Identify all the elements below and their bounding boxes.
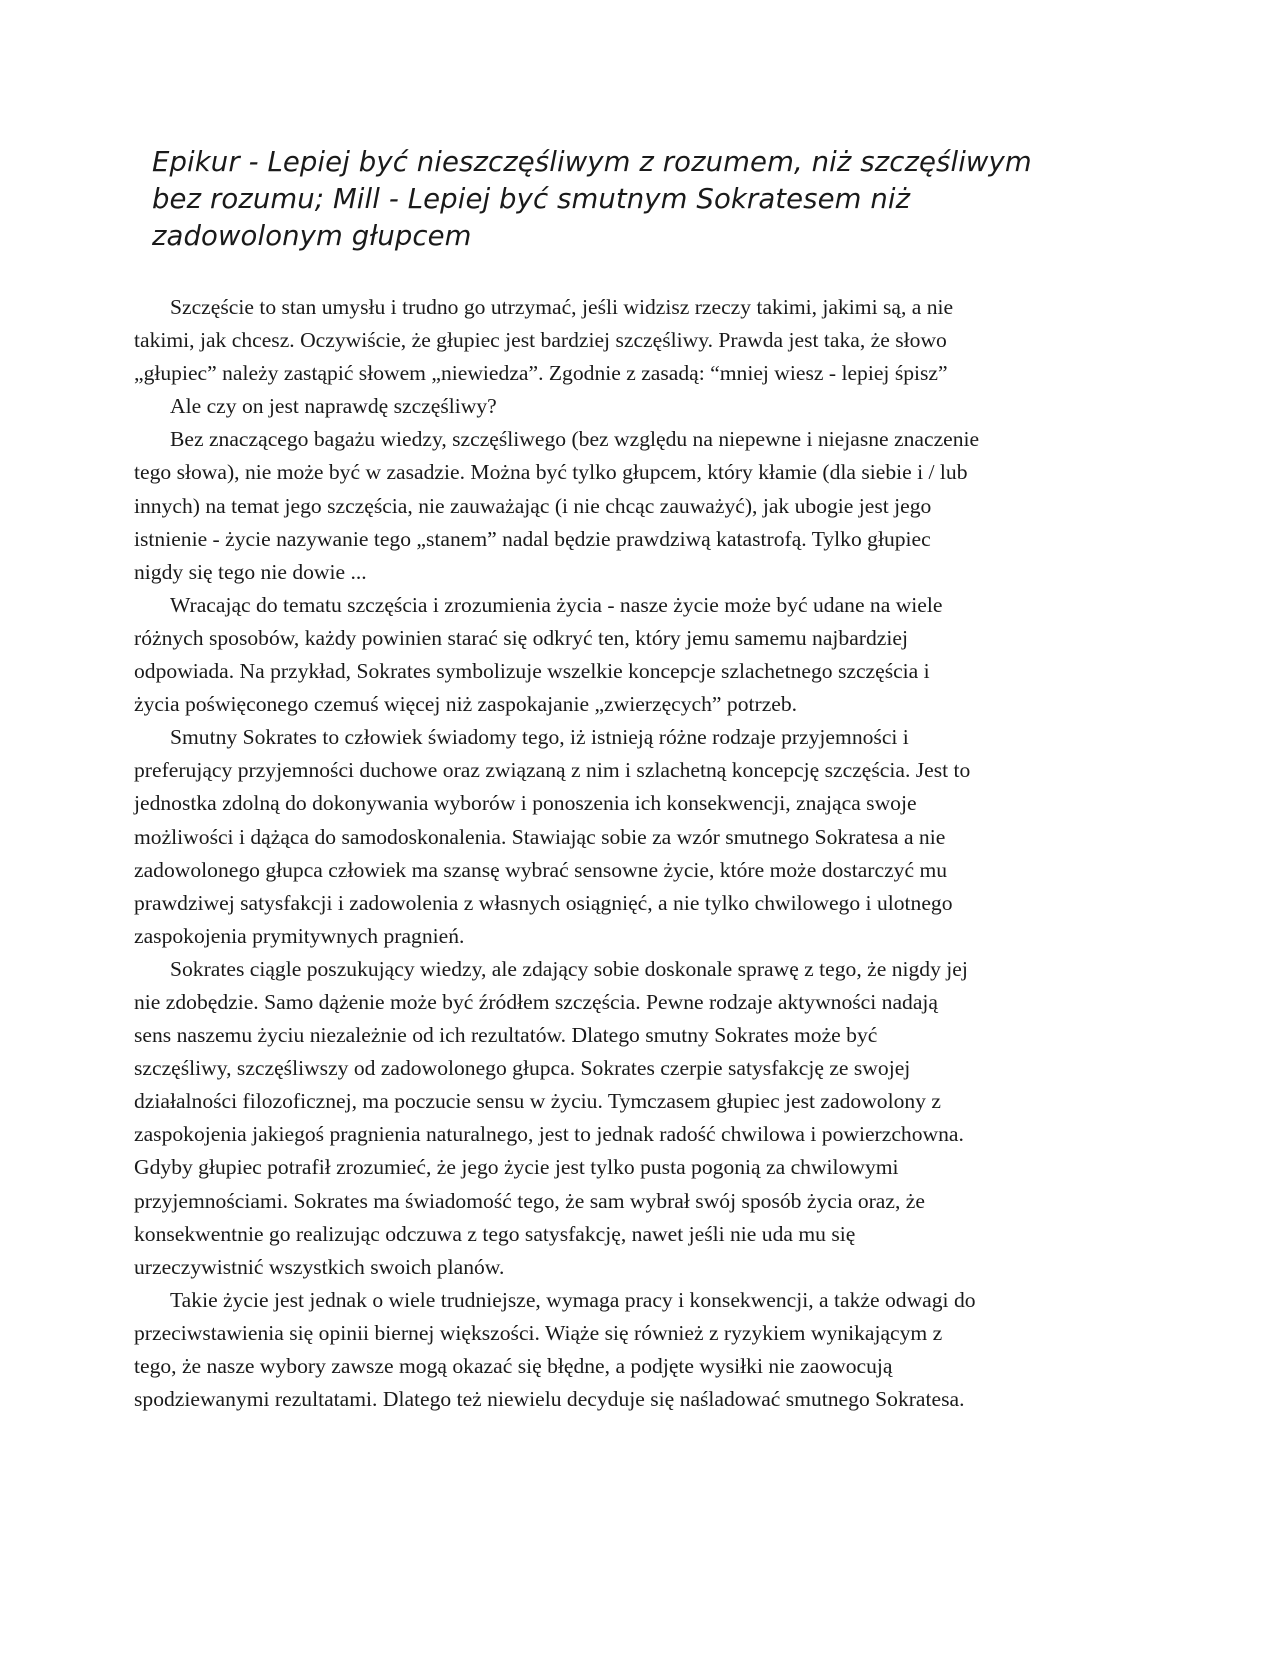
paragraph-line: przyjemnościami. Sokrates ma świadomość tego, że sam wybrał swój sposób życia oraz, że — [134, 1188, 925, 1213]
paragraph-line: różnych sposobów, każdy powinien starać się odkryć ten, który jemu samemu najbardziej — [134, 625, 908, 650]
document-title — [152, 144, 1142, 255]
paragraph-line: tego, że nasze wybory zawsze mogą okazać się błędne, a podjęte wysiłki nie zaowocują — [134, 1354, 893, 1378]
paragraph-line: Ale czy on jest naprawdę szczęśliwy? — [170, 394, 497, 419]
paragraph-line: innych) na temat jego szczęścia, nie zauważając (i nie chcąc zauważyć), jak ubogie jest jego — [134, 493, 932, 518]
paragraph-line: istnienie - życie nazywanie tego „stanem” nadal będzie prawdziwą katastrofą. Tylko głupiec — [134, 526, 931, 551]
paragraph-line: takimi, jak chcesz. Oczywiście, że głupiec jest bardziej szczęśliwy. Prawda jest taka, że słowo — [134, 328, 947, 353]
title-line: Epikur - Lepiej być nieszczęśliwym z rozumem, niż szczęśliwym — [152, 146, 1032, 178]
paragraph-line: Smutny Sokrates to człowiek świadomy tego, iż istnieją różne rodzaje przyjemności i — [170, 725, 909, 750]
paragraph-line: zaspokojenia jakiegoś pragnienia naturalnego, jest to jednak radość chwilowa i powierzchowna. — [134, 1122, 964, 1147]
paragraph-line: jednostka zdolną do dokonywania wyborów i ponoszenia ich konsekwencji, znająca swoje — [134, 791, 917, 816]
paragraph-line: odpowiada. Na przykład, Sokrates symbolizuje wszelkie koncepcje szlachetnego szczęścia i — [134, 659, 930, 684]
paragraph-line: prawdziwej satysfakcji i zadowolenia z własnych osiągnięć, a nie tylko chwilowego i ulotnego — [134, 890, 953, 915]
paragraph-line: możliwości i dążąca do samodoskonalenia. Stawiając sobie za wzór smutnego Sokratesa a nie — [134, 824, 946, 849]
paragraph-line: „głupiec” należy zastąpić słowem „niewiedza”. Zgodnie z zasadą: “mniej wiesz - lepiej śpisz” — [134, 361, 948, 386]
paragraph — [134, 953, 1127, 1284]
paragraph-line: preferujący przyjemności duchowe oraz związaną z nim i szlachetną koncepcję szczęścia. Jest to — [134, 758, 971, 783]
paragraph-line: zaspokojenia prymitywnych pragnień. — [134, 923, 465, 948]
paragraph — [134, 291, 1127, 390]
paragraph-line: życia poświęconego czemuś więcej niż zaspokajanie „zwierzęcych” potrzeb. — [134, 692, 798, 717]
paragraph — [134, 589, 1127, 721]
paragraph-line: nigdy się tego nie dowie ... — [134, 559, 367, 584]
paragraph-line: Takie życie jest jednak o wiele trudniejsze, wymaga pracy i konsekwencji, a także odwagi do — [170, 1287, 976, 1312]
document-body — [134, 291, 1127, 1416]
paragraph-line: Wracając do tematu szczęścia i zrozumienia życia - nasze życie może być udane na wiele — [170, 592, 943, 617]
paragraph — [134, 721, 1127, 953]
paragraph-line: urzeczywistnić wszystkich swoich planów. — [134, 1254, 505, 1279]
paragraph-line: zadowolonego głupca człowiek ma szansę wybrać sensowne życie, które może dostarczyć mu — [134, 857, 948, 882]
paragraph — [134, 423, 1127, 588]
paragraph-line: tego słowa), nie może być w zasadzie. Można być tylko głupcem, który kłamie (dla siebie i / lub — [134, 460, 968, 485]
paragraph-line: Sokrates ciągle poszukujący wiedzy, ale zdający sobie doskonale sprawę z tego, że nigdy jej — [170, 956, 968, 981]
paragraph-line: działalności filozoficznej, ma poczucie sensu w życiu. Tymczasem głupiec jest zadowolony z — [134, 1089, 941, 1114]
paragraph-line: Bez znaczącego bagażu wiedzy, szczęśliwego (bez względu na niepewne i niejasne znaczenie — [170, 427, 980, 452]
paragraph-line: Gdyby głupiec potrafił zrozumieć, że jego życie jest tylko pusta pogonią za chwilowymi — [134, 1155, 899, 1180]
paragraph-line: konsekwentnie go realizując odczuwa z tego satysfakcję, nawet jeśli nie uda mu się — [134, 1221, 856, 1246]
paragraph-line: przeciwstawienia się opinii biernej większości. Wiąże się również z ryzykiem wynikającym z — [134, 1320, 943, 1345]
paragraph-line: sens naszemu życiu niezależnie od ich rezultatów. Dlatego smutny Sokrates może być — [134, 1023, 878, 1048]
paragraph-line: szczęśliwy, szczęśliwszy od zadowolonego głupca. Sokrates czerpie satysfakcję ze swojej — [134, 1056, 911, 1081]
paragraph-line: Szczęście to stan umysłu i trudno go utrzymać, jeśli widzisz rzeczy takimi, jakimi są, a nie — [170, 295, 954, 319]
paragraph-line: spodziewanymi rezultatami. Dlatego też niewielu decyduje się naśladować smutnego Sokratesa. — [134, 1387, 965, 1412]
paragraph-line: nie zdobędzie. Samo dążenie może być źródłem szczęścia. Pewne rodzaje aktywności nadają — [134, 989, 939, 1014]
title-line: zadowolonym głupcem — [152, 220, 472, 252]
paragraph — [134, 1284, 1127, 1416]
paragraph — [152, 390, 1127, 423]
title-line: bez rozumu; Mill - Lepiej być smutnym Sokratesem niż — [152, 183, 911, 215]
